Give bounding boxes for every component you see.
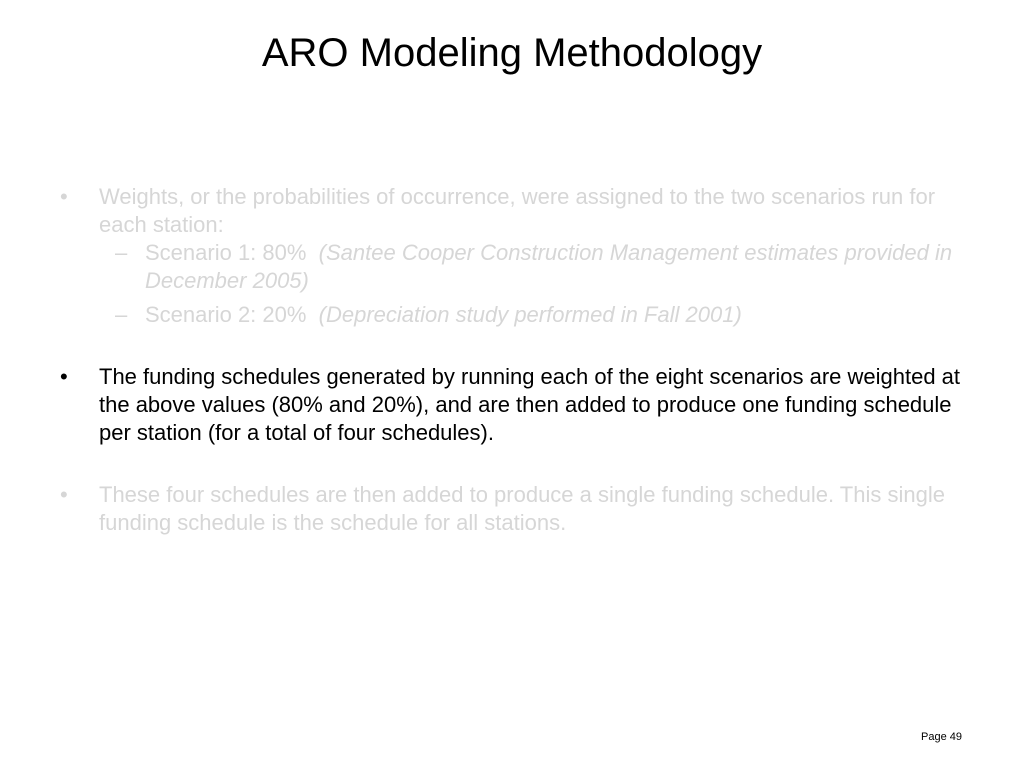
- slide-title: ARO Modeling Methodology: [261, 31, 763, 75]
- bullet-marker: •: [60, 364, 68, 389]
- bullet-text: The funding schedules generated by running each of the eight scenarios are weighted at the above values (80% and 20%), and are then added to produce one funding schedule per station (for a total of four schedules).: [99, 364, 961, 445]
- sub-marker: –: [115, 302, 128, 327]
- bullet-weights: [60, 183, 970, 239]
- sub-item-note: (Depreciation study performed in Fall 2001): [318, 302, 742, 327]
- bullet-funding-schedules: [60, 363, 970, 447]
- bullet-marker: •: [60, 482, 68, 507]
- sub-item-lead: Scenario 1: 80%: [145, 240, 307, 265]
- sub-marker: –: [115, 240, 128, 265]
- bullet-marker: •: [60, 184, 68, 209]
- sub-item-note: (Santee Cooper Construction Management estimates provided in December 2005): [145, 240, 953, 293]
- bullet-text: Weights, or the probabilities of occurrence, were assigned to the two scenarios run for each station:: [99, 184, 936, 237]
- bullet-text: These four schedules are then added to produce a single funding schedule. This single funding schedule is the schedule for all stations.: [99, 482, 945, 535]
- sub-item-lead: Scenario 2: 20%: [145, 302, 307, 327]
- page-number: Page 49: [921, 731, 962, 743]
- slide-body: [60, 183, 970, 537]
- sub-item-scenario-2: [60, 301, 970, 329]
- sub-item-scenario-1: [60, 239, 970, 295]
- bullet-four-schedules: [60, 481, 970, 537]
